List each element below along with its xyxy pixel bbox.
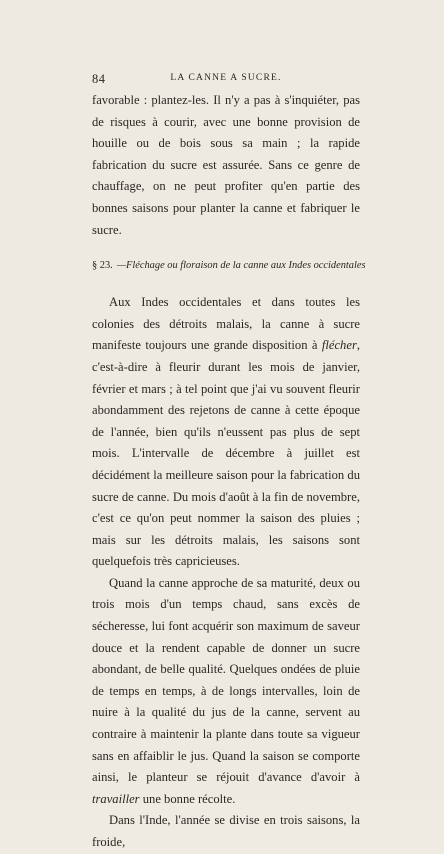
paragraph-text: une bonne récolte. xyxy=(139,791,236,806)
paragraph-text: Dans l'Inde, l'année se divise en trois saisons, la froide, xyxy=(92,813,360,849)
paragraph-text: Aux Indes occidentales et dans toutes les colonies des détroits malais, la canne à sucre manifeste toujours une grande disposition à xyxy=(92,295,360,353)
paragraph xyxy=(92,573,360,811)
paragraph xyxy=(92,810,360,853)
paragraph-text: Quand la canne approche de sa maturité, deux ou trois mois d'un temps chaud, sans excès de sécheresse, lui font acquérir son maximum de saveur douce et la rendent capable de donner un sucre abondant, de belle qualité. Quelques ondées de pluie de temps en temps, à de longs intervalles, loin de nuire à la qualité du jus de la canne, servent au contraire à maintenir la plante dans toute sa vigueur sans en affaiblir le jus. Quand la saison se comporte ainsi, le planteur se réjouit d'avance d'avoir à xyxy=(92,575,360,785)
italic-term: travailler xyxy=(92,791,140,806)
italic-term: flécher xyxy=(321,338,357,353)
running-head: LA CANNE A SUCRE. xyxy=(170,73,282,83)
page-header xyxy=(92,72,360,86)
body-text xyxy=(92,90,366,854)
paragraph xyxy=(92,292,360,573)
paragraph-text: favorable : plantez-les. Il n'y a pas à s'inquiéter, pas de risques à courir, avec une bonne provision de houille ou de bois sous sa main ; la rapide fabrication du sucre est assurée. Sans ce genre de chauffage, on ne peut profiter qu'en partie des bonnes saisons pour planter la canne et fabriquer le sucre. xyxy=(92,93,360,237)
section-title: —Fléchage ou floraison de la canne aux Indes occidentales xyxy=(116,260,366,272)
paragraph-text: , c'est-à-dire à fleurir durant les mois de janvier, février et mars ; à tel point que j'ai vu souvent fleurir abondamment des rejetons de canne à cette époque de l'année, bien qu'ils n'eussent pas plus de sept mois. L'intervalle de décembre à juillet est décidément la meilleure saison pour la fabrication du sucre de canne. Du mois d'août à la fin de novembre, c'est ce qu'on peut nommer la saison des pluies ; mais sur les détroits malais, les saisons sont quelquefois très capricieuses. xyxy=(92,338,360,569)
page-number: 84 xyxy=(92,72,106,86)
section-heading xyxy=(92,259,366,272)
section-number: § 23. xyxy=(92,260,113,272)
paragraph-continuation xyxy=(92,90,360,241)
